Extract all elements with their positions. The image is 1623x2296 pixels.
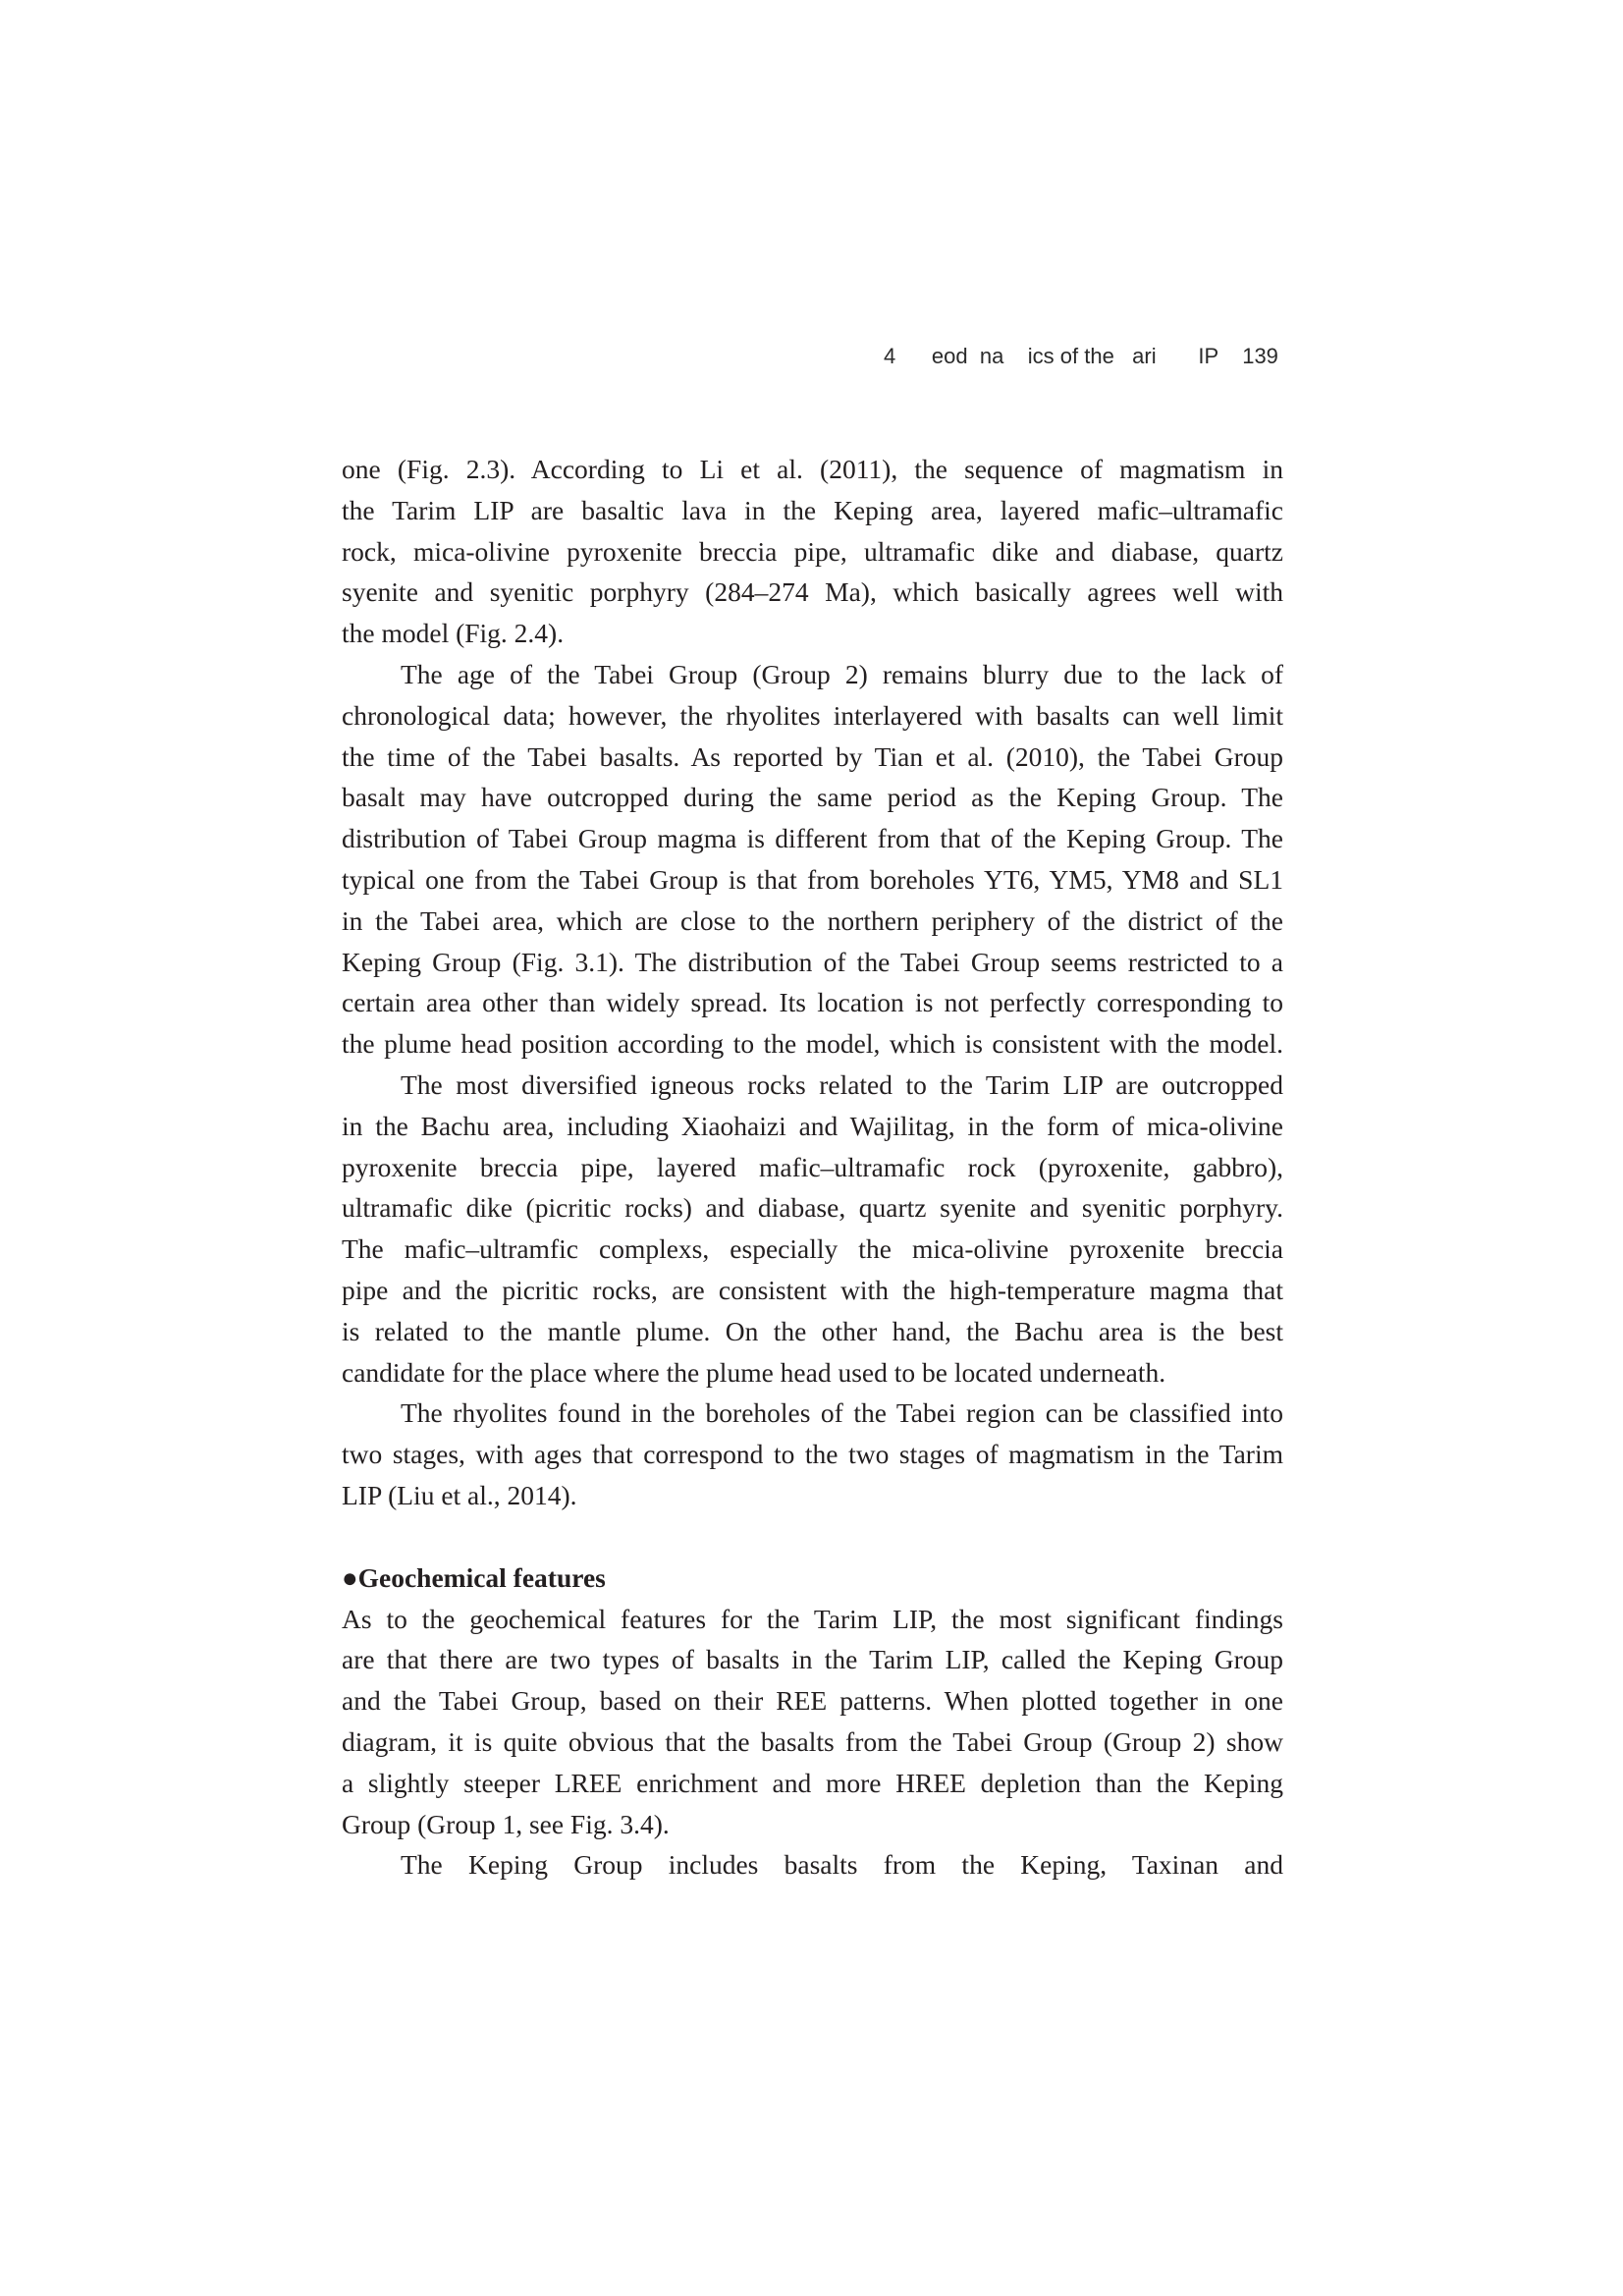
text-line: Group (Group 1, see Fig. 3.4). xyxy=(342,1808,670,1839)
text-line: As to the geochemical features for the Tarim LIP, the most significant findings xyxy=(342,1603,1283,1634)
text-line: typical one from the Tabei Group is that from boreholes YT6, YM5, YM8 and SL1 xyxy=(342,863,1283,895)
text-line: are that there are two types of basalts in the Tarim LIP, called the Keping Group xyxy=(342,1644,1283,1675)
text-line: rock, mica-olivine pyroxenite breccia pipe, ultramafic dike and diabase, quartz xyxy=(342,535,1283,567)
text-line: The most diversified igneous rocks related to the Tarim LIP are outcropped xyxy=(401,1068,1283,1100)
paragraph-sequence-of-magmatism xyxy=(342,449,1283,654)
text-line: the Tarim LIP are basaltic lava in the Keping area, layered mafic–ultramafic xyxy=(342,494,1283,525)
text-line: the plume head position according to the model, which is consistent with the model. xyxy=(342,1028,1283,1060)
text-line: pyroxenite breccia pipe, layered mafic–ultramafic rock (pyroxenite, gabbro), xyxy=(342,1151,1283,1182)
text-line: The age of the Tabei Group (Group 2) remains blurry due to the lack of xyxy=(401,658,1283,689)
paragraph-keping-group-continues xyxy=(342,1844,1283,1886)
text-line: chronological data; however, the rhyolites interlayered with basalts can well limit xyxy=(342,699,1283,731)
section-spacer xyxy=(342,1516,1283,1558)
text-line: certain area other than widely spread. Its location is not perfectly corresponding to xyxy=(342,987,1283,1018)
text-line: the time of the Tabei basalts. As reported by Tian et al. (2010), the Tabei Group xyxy=(342,740,1283,772)
text-line: The mafic–ultramfic complexs, especially the mica-olivine pyroxenite breccia xyxy=(342,1233,1283,1265)
text-line: ultramafic dike (picritic rocks) and diabase, quartz syenite and syenitic porphyry. xyxy=(342,1192,1283,1224)
text-line: in the Bachu area, including Xiaohaizi and Wajilitag, in the form of mica-olivine xyxy=(342,1110,1283,1141)
text-line: Keping Group (Fig. 3.1). The distribution of the Tabei Group seems restricted to a xyxy=(342,946,1283,977)
text-line: pipe and the picritic rocks, are consistent with the high-temperature magma that xyxy=(342,1274,1283,1305)
running-header: 4 eod na ics of the ari IP 139 xyxy=(884,344,1278,368)
text-line: in the Tabei area, which are close to the northern periphery of the district of the xyxy=(342,904,1283,936)
text-line: is related to the mantle plume. On the other hand, the Bachu area is the best xyxy=(342,1315,1283,1346)
text-line: LIP (Liu et al., 2014). xyxy=(342,1479,577,1510)
text-line: and the Tabei Group, based on their REE patterns. When plotted together in one xyxy=(342,1685,1283,1717)
section-heading: ●Geochemical features xyxy=(342,1561,606,1593)
text-line: basalt may have outcropped during the same period as the Keping Group. The xyxy=(342,782,1283,813)
body-text xyxy=(342,449,1283,1886)
paragraph-tabei-group-age xyxy=(342,654,1283,1065)
paragraph-bachu-area xyxy=(342,1065,1283,1393)
text-line: The Keping Group includes basalts from the Keping, Taxinan and xyxy=(401,1849,1283,1881)
text-line: the model (Fig. 2.4). xyxy=(342,618,565,649)
text-line: a slightly steeper LREE enrichment and more HREE depletion than the Keping xyxy=(342,1767,1283,1798)
text-line: one (Fig. 2.3). According to Li et al. (2011), the sequence of magmatism in xyxy=(342,454,1283,484)
text-line: diagram, it is quite obvious that the basalts from the Tabei Group (Group 2) show xyxy=(342,1725,1283,1757)
section-geochemical-features xyxy=(342,1558,1283,1886)
text-line: two stages, with ages that correspond to the two stages of magmatism in the Tarim xyxy=(342,1439,1283,1470)
paragraph-rhyolites xyxy=(342,1393,1283,1515)
text-line: syenite and syenitic porphyry (284–274 Ma), which basically agrees well with xyxy=(342,576,1283,608)
text-line: candidate for the place where the plume head used to be located underneath. xyxy=(342,1356,1166,1388)
text-line: distribution of Tabei Group magma is different from that of the Keping Group. The xyxy=(342,823,1283,854)
paragraph-two-basalt-types xyxy=(342,1599,1283,1845)
text-line: The rhyolites found in the boreholes of the Tabei region can be classified into xyxy=(401,1397,1283,1429)
